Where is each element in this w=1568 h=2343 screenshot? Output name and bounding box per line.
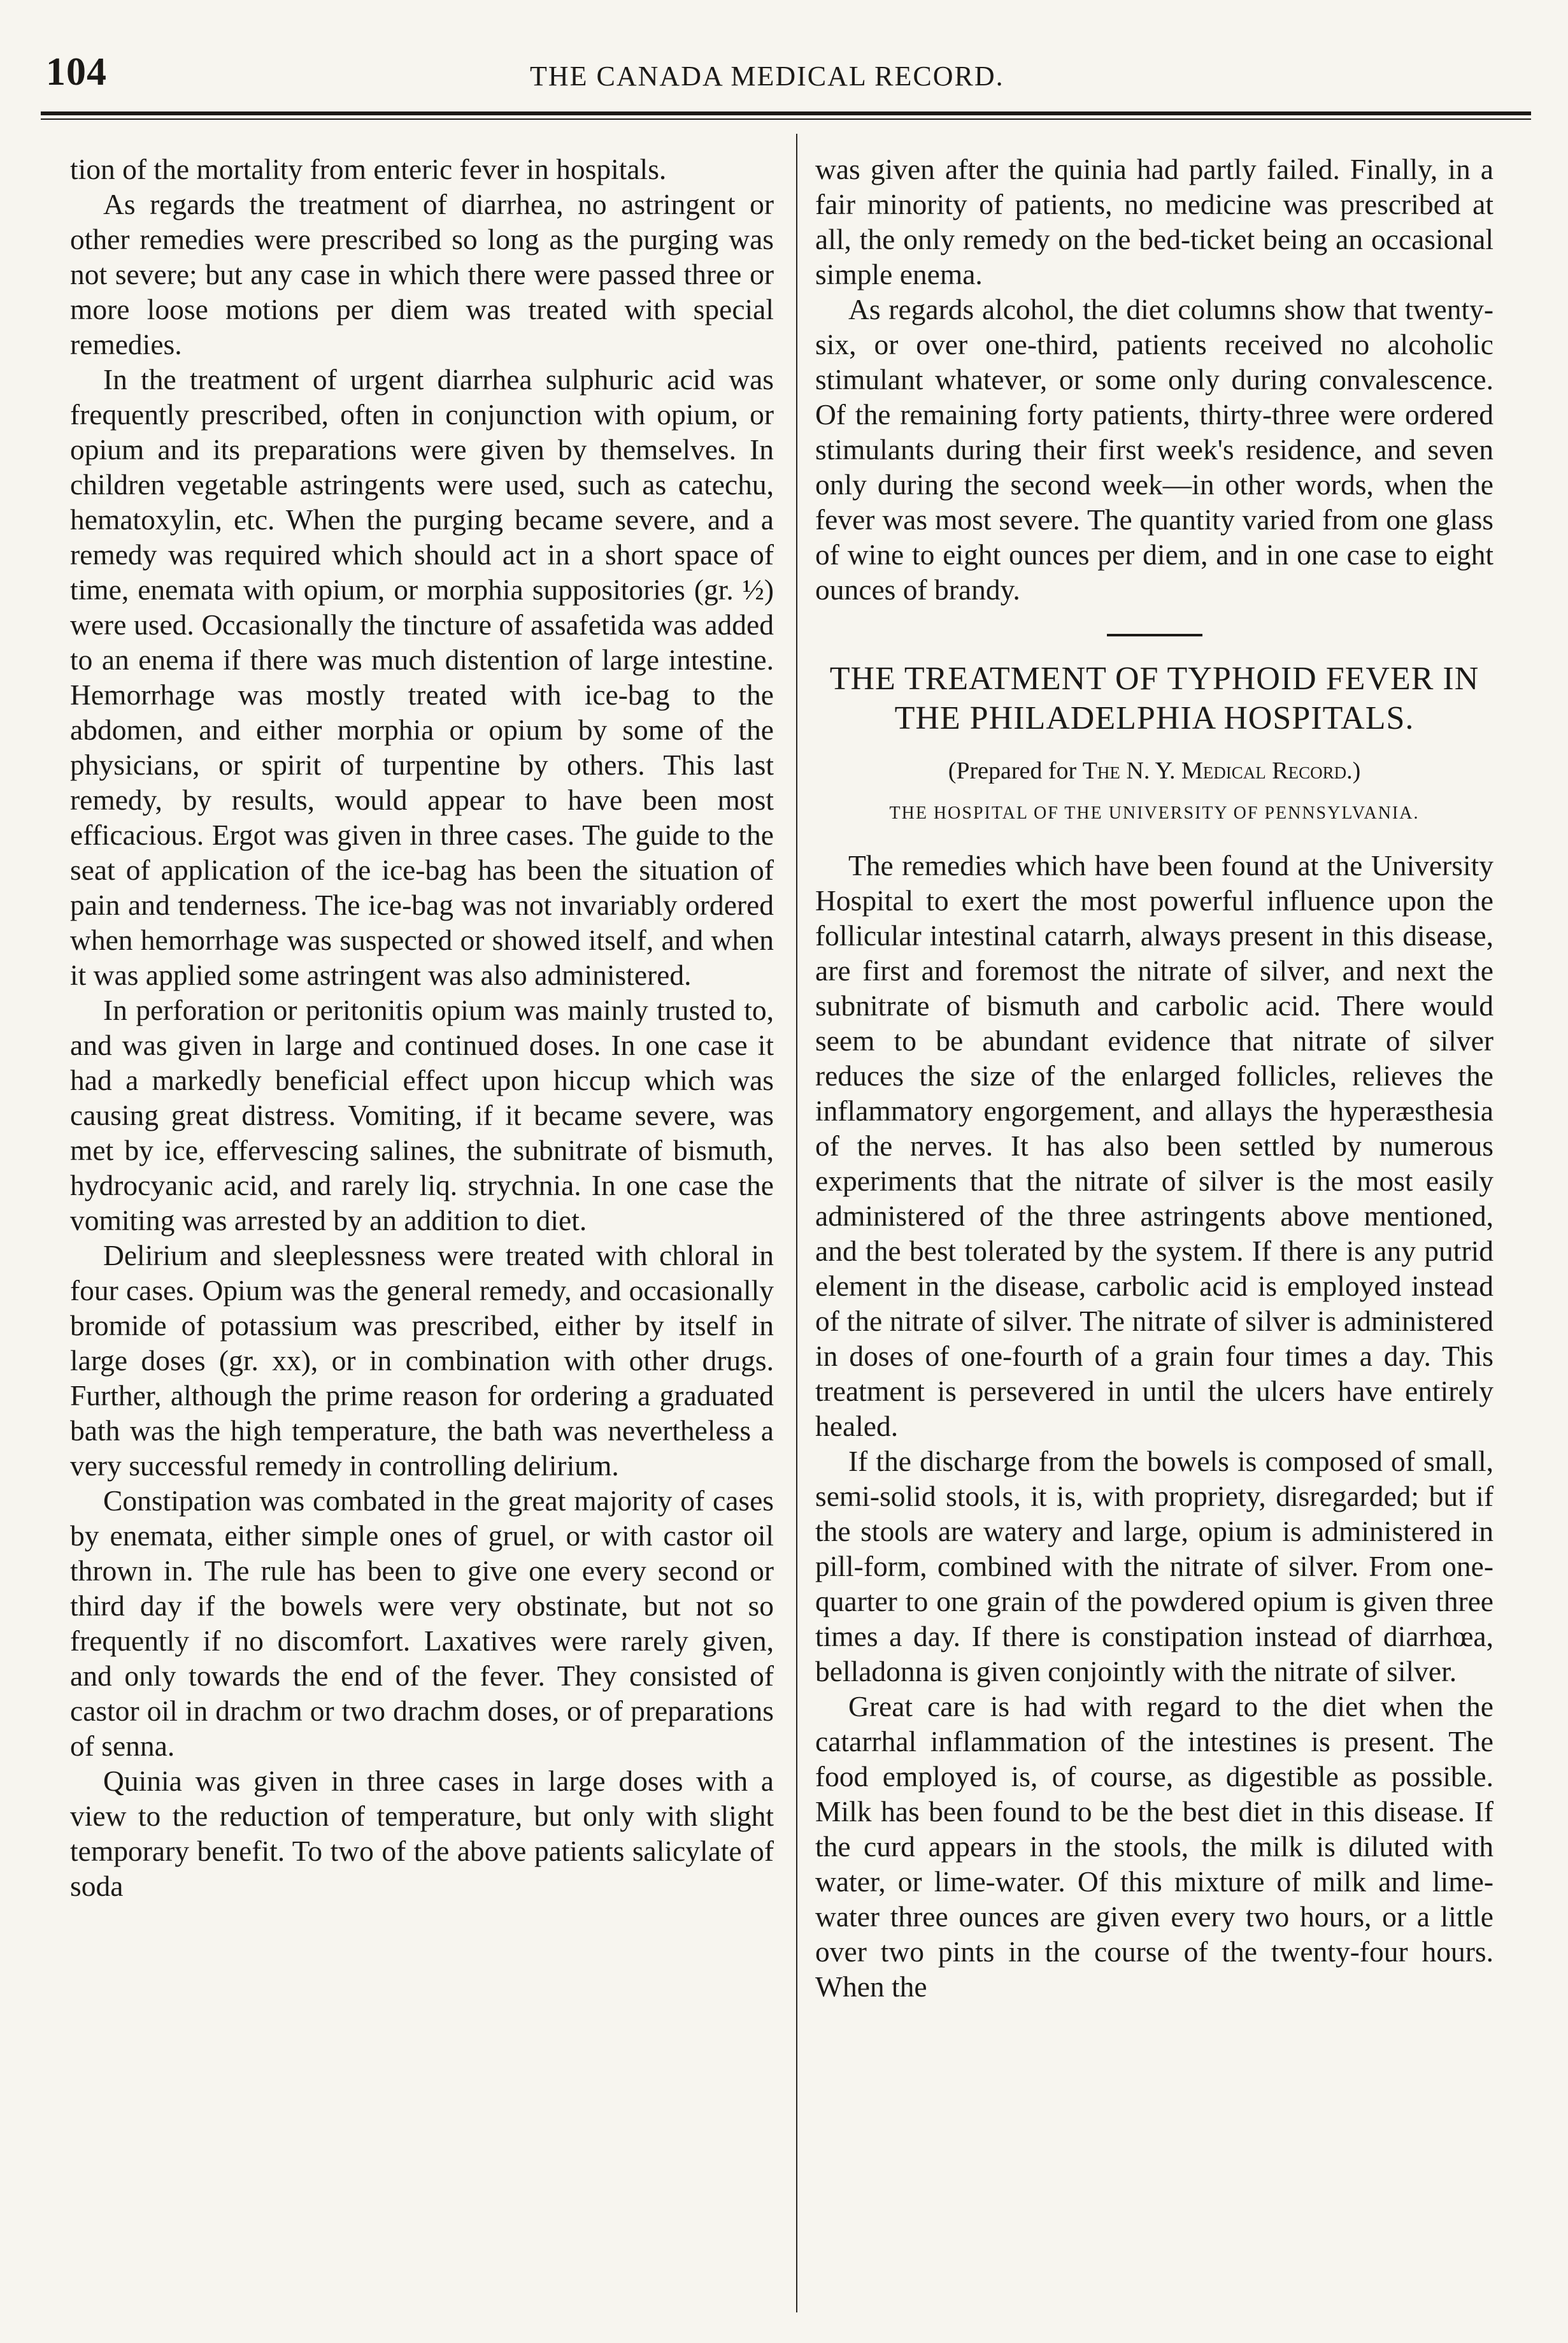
paragraph: In the treatment of urgent diarrhea sulphuric acid was frequently prescribed, often in conjunction with opium, or opium and its preparations were given by themselves. In children vegetable astringents were used, such as catechu, hematoxylin, etc. When the purging became severe, and a remedy was required which should act in a short space of time, enemata with opium, or morphia suppositories (gr. ½) were used. Occasionally the tincture of assafetida was added to an enema if there was much distention of large intestine. Hemorrhage was mostly treated with ice-bag to the abdomen, and either morphia or opium by some of the physicians, or spirit of turpentine by others. This last remedy, by results, would appear to have been most efficacious. Ergot was given in three cases. The guide to the seat of application of the ice-bag has been the situation of pain and tenderness. The ice-bag was not invariably ordered when hemorrhage was suspected or showed itself, and when it was applied some astringent was also administered. [70, 363, 774, 991]
header-rule-thin [41, 118, 1531, 120]
right-column [815, 152, 1493, 2004]
paragraph: In perforation or peritonitis opium was mainly trusted to, and was given in large and continued doses. In one case it had a markedly beneficial effect upon hiccup which was causing great distress. Vomiting, if it became severe, was met by ice, effervescing salines, the subnitrate of bismuth, hydrocyanic acid, and rarely liq. strychnia. In one case the vomiting was arrested by an addition to diet. [70, 994, 774, 1236]
paragraph: Great care is had with regard to the diet when the catarrhal inflammation of the intestines is present. The food employed is, of course, as digestible as possible. Milk has been found to be the best diet in this disease. If the curd appears in the stools, the milk is diluted with water, or lime-water. Of this mixture of milk and lime-water three ounces are given every two hours, or a little over two pints in the course of the twenty-four hours. When the [815, 1690, 1493, 2003]
paragraph: As regards the treatment of diarrhea, no astringent or other remedies were prescribed so long as the purging was not severe; but any case in which there were passed three or more loose motions per diem was treated with special remedies. [70, 188, 774, 361]
paragraph: Delirium and sleeplessness were treated with chloral in four cases. Opium was the general remedy, and occasionally bromide of potassium was prescribed, either by itself in large doses (gr. xx), or in combination with other drugs. Further, although the prime reason for ordering a graduated bath was the high temperature, the bath was nevertheless a very successful remedy in controlling delirium. [70, 1239, 774, 1482]
subtitle-prefix: (Prepared for [948, 757, 1083, 784]
paragraph: tion of the mortality from enteric fever in hospitals. [70, 153, 667, 185]
paragraph: Quinia was given in three cases in large doses with a view to the reduction of temperature, but only with slight temporary benefit. To two of the above patients salicylate of soda [70, 1765, 774, 1902]
header-rule [41, 111, 1531, 115]
paragraph: If the discharge from the bowels is composed of small, semi-solid stools, it is, with propriety, disregarded; but if the stools are watery and large, opium is administered in pill-form, combined with the nitrate of silver. From one-quarter to one grain of the powdered opium is given three times a day. If there is constipation instead of diarrhœa, belladonna is given conjointly with the nitrate of silver. [815, 1445, 1493, 1687]
page-number: 104 [46, 50, 107, 94]
subtitle-suffix: .) [1346, 757, 1361, 784]
page-header [46, 50, 1530, 107]
running-head: THE CANADA MEDICAL RECORD. [530, 61, 1004, 92]
subtitle-source: The N. Y. Medical Record [1082, 757, 1347, 784]
paragraph: The remedies which have been found at the University Hospital to exert the most powerful influence upon the follicular intestinal catarrh, always present in this disease, are first and foremost the nitrate of silver, and next the subnitrate of bismuth and carbolic acid. There would seem to be abundant evidence that nitrate of silver reduces the size of the enlarged follicles, relieves the inflammatory engorgement, and allays the hyperæsthesia of the nerves. It has also been settled by numerous experiments that the nitrate of silver is the most easily administered of the three astringents above mentioned, and the best tolerated by the system. If there is any putrid element in the disease, carbolic acid is employed instead of the nitrate of silver. The nitrate of silver is administered in doses of one-fourth of a grain four times a day. This treatment is persevered in until the ulcers have entirely healed. [815, 849, 1493, 1442]
article-title: THE TREATMENT OF TYPHOID FEVER IN THE PHILADELPHIA HOSPITALS. [829, 661, 1479, 736]
paragraph: As regards alcohol, the diet columns show that twenty-six, or over one-third, patients received no alcoholic stimulant whatever, or some only during convalescence. Of the remaining forty patients, thirty-three were ordered stimulants during their first week's residence, and seven only during the second week—in other words, when the fever was most severe. The quantity varied from one glass of wine to eight ounces per diem, and in one case to eight ounces of brandy. [815, 293, 1493, 606]
article-section-heading: THE HOSPITAL OF THE UNIVERSITY OF PENNSYLVANIA. [889, 803, 1420, 823]
paragraph: Constipation was combated in the great majority of cases by enemata, either simple ones of gruel, or with castor oil thrown in. The rule has been to give one every second or third day if the bowels were very obstinate, but not so frequently if no discomfort. Laxatives were rarely given, and only towards the end of the fever. They consisted of castor oil in drachm or two drachm doses, or of preparations of senna. [70, 1484, 774, 1762]
section-divider [1107, 634, 1202, 636]
left-column [70, 152, 774, 1903]
column-divider [796, 134, 797, 2312]
paragraph: was given after the quinia had partly failed. Finally, in a fair minority of patients, no medicine was prescribed at all, the only remedy on the bed-ticket being an occasional simple enema. [815, 153, 1493, 290]
article-subtitle [815, 755, 1493, 787]
